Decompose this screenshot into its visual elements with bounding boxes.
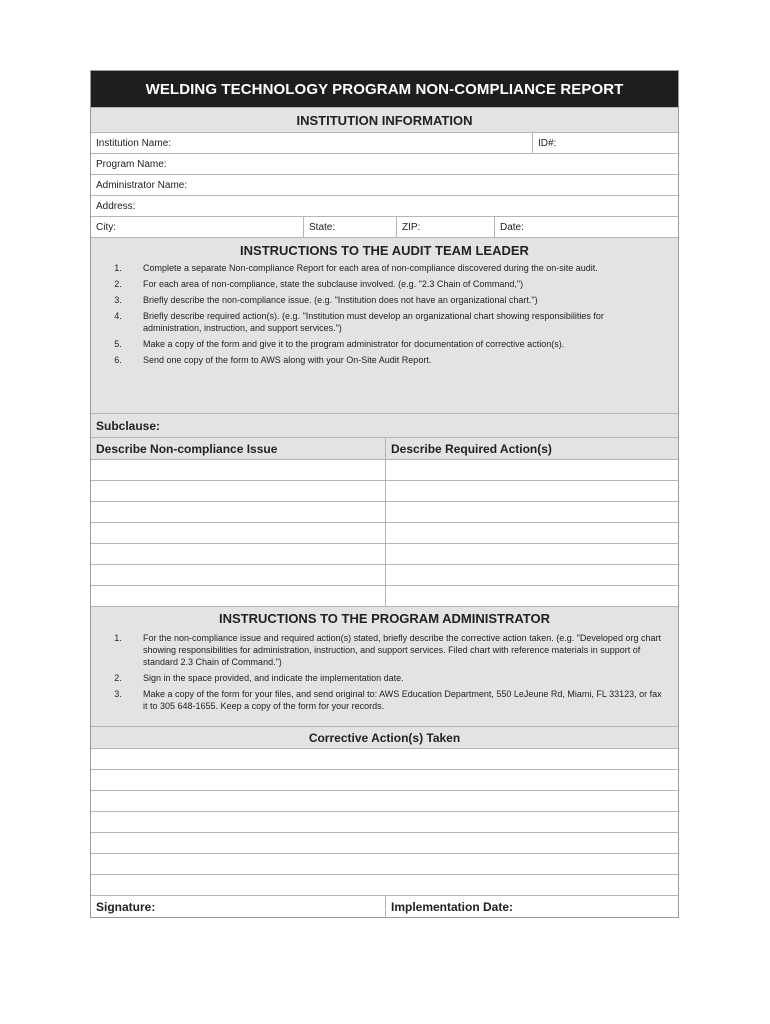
action-cell[interactable]: [385, 481, 678, 501]
issue-cell[interactable]: [91, 523, 385, 543]
table-row: [91, 522, 678, 543]
list-item: 3. Briefly describe the non-compliance issue. (e.g. "Institution does not have an organizational chart."): [114, 295, 538, 305]
subclause-row: [91, 413, 678, 437]
table-row: [91, 480, 678, 501]
corrective-line[interactable]: [91, 853, 678, 874]
signature-row: [91, 895, 678, 917]
city-state-row: [91, 216, 678, 237]
list-item: 2. For each area of non-compliance, state the subclause involved. (e.g. "2.3 Chain of Command,"): [114, 279, 524, 289]
issue-cell[interactable]: [91, 586, 385, 606]
issue-cell[interactable]: [91, 460, 385, 480]
list-item: 1. Complete a separate Non-compliance Report for each area of non-compliance discovered during the on-site audit.: [114, 263, 598, 273]
issue-cell[interactable]: [91, 544, 385, 564]
implementation-date-field[interactable]: Implementation Date:: [385, 896, 678, 917]
issue-cell[interactable]: [91, 502, 385, 522]
action-cell[interactable]: [385, 460, 678, 480]
issue-table-header: [91, 437, 678, 459]
list-item: 3. Make a copy of the form for your files, and send original to: AWS Education Department, 550 LeJeune Rd, Miami, FL 33123, or fax it to 305 648-1655. Keep a copy of the form for your records.: [114, 689, 662, 711]
action-cell[interactable]: [385, 586, 678, 606]
table-row: [91, 585, 678, 606]
table-row: [91, 459, 678, 480]
issue-column-header: Describe Non-compliance Issue: [91, 438, 385, 459]
corrective-line[interactable]: [91, 769, 678, 790]
institution-name-row: [91, 132, 678, 153]
action-column-header: Describe Required Action(s): [385, 438, 678, 459]
audit-instructions-heading: INSTRUCTIONS TO THE AUDIT TEAM LEADER: [91, 237, 678, 262]
table-row: [91, 501, 678, 522]
corrective-line[interactable]: [91, 832, 678, 853]
admin-instructions-list: [91, 632, 678, 718]
issue-cell[interactable]: [91, 565, 385, 585]
action-cell[interactable]: [385, 523, 678, 543]
signature-field[interactable]: Signature:: [96, 899, 156, 914]
corrective-line[interactable]: [91, 790, 678, 811]
program-name-field[interactable]: Program Name:: [96, 158, 167, 170]
issue-cell[interactable]: [91, 481, 385, 501]
table-row: [91, 543, 678, 564]
corrective-line[interactable]: [91, 811, 678, 832]
list-item: 2. Sign in the space provided, and indicate the implementation date.: [114, 673, 404, 683]
zip-field[interactable]: ZIP:: [396, 217, 494, 237]
corrective-actions-heading: Corrective Action(s) Taken: [91, 726, 678, 748]
program-name-row: [91, 153, 678, 174]
address-field[interactable]: Address:: [96, 200, 136, 212]
action-cell[interactable]: [385, 502, 678, 522]
city-field[interactable]: City:: [96, 221, 116, 233]
state-field[interactable]: State:: [303, 217, 396, 237]
form-title: WELDING TECHNOLOGY PROGRAM NON-COMPLIANCE REPORT: [91, 71, 678, 107]
table-row: [91, 564, 678, 585]
admin-instructions: [91, 630, 678, 726]
institution-name-field[interactable]: Institution Name:: [96, 137, 172, 149]
date-field[interactable]: Date:: [494, 217, 678, 237]
address-row: [91, 195, 678, 216]
institution-info-heading: INSTITUTION INFORMATION: [91, 107, 678, 132]
list-item: 6. Send one copy of the form to AWS along with your On-Site Audit Report.: [114, 355, 432, 365]
list-item: 5. Make a copy of the form and give it to the program administrator for documentation of corrective action(s).: [114, 339, 565, 349]
corrective-line[interactable]: [91, 748, 678, 769]
corrective-line[interactable]: [91, 874, 678, 895]
action-cell[interactable]: [385, 565, 678, 585]
audit-instructions: [91, 262, 678, 413]
subclause-field[interactable]: Subclause:: [91, 414, 678, 437]
id-field[interactable]: ID#:: [532, 133, 678, 153]
list-item: 1. For the non-compliance issue and required action(s) stated, briefly describe the corrective action taken. (e.g. "Developed org chart showing responsibilities for administration, instruction, and support services. Filed chart with reference materials in support of standard 2.3 Chain of Command."): [114, 633, 661, 667]
action-cell[interactable]: [385, 544, 678, 564]
audit-instructions-list: [91, 262, 678, 405]
administrator-name-field[interactable]: Administrator Name:: [96, 179, 188, 191]
administrator-name-row: [91, 174, 678, 195]
non-compliance-form: [90, 70, 679, 918]
admin-instructions-heading: INSTRUCTIONS TO THE PROGRAM ADMINISTRATOR: [91, 606, 678, 630]
list-item: 4. Briefly describe required action(s). (e.g. "Institution must develop an organizational chart showing responsibilities for administration, instruction, and support services."): [114, 311, 604, 333]
